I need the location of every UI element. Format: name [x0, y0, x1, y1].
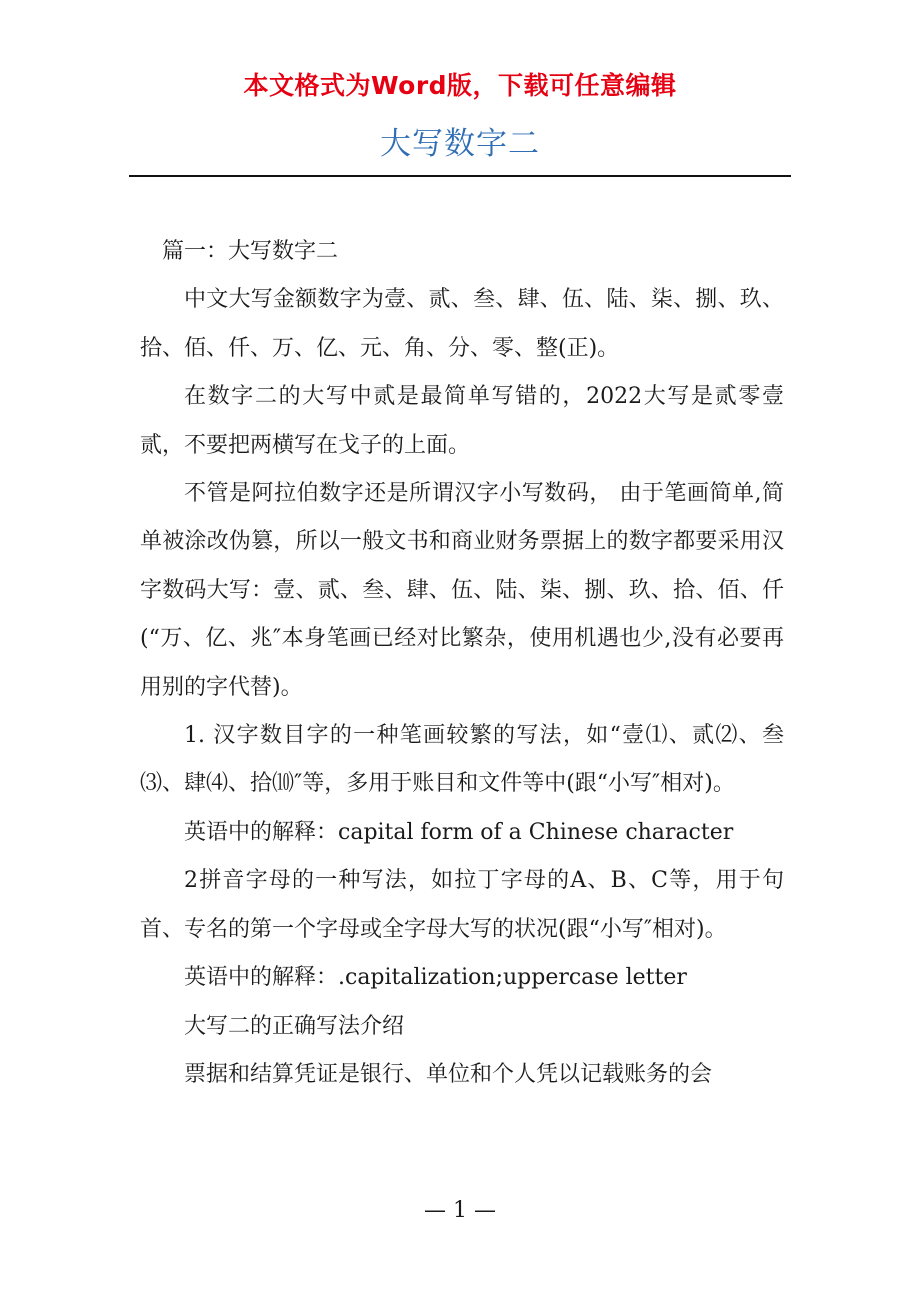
document-body	[140, 228, 784, 1099]
body-paragraph: 英语中的解释：capital form of a Chinese character	[184, 819, 734, 845]
body-paragraph: 1. 汉字数目字的一种笔画较繁的写法，如“壹⑴、贰⑵、叁⑶、肆⑷、拾⑽″等，多用于账目和文件等中(跟“小写″相对)。	[140, 723, 784, 797]
body-paragraph: 英语中的解释：.capitalization;uppercase letter	[184, 965, 687, 991]
body-paragraph: 票据和结算凭证是银行、单位和个人凭以记载账务的会	[184, 1061, 713, 1087]
body-paragraph: 大写二的正确写法介绍	[184, 1013, 405, 1039]
body-paragraph: 2拼音字母的一种写法，如拉丁字母的A、B、C等，用于句首、专名的第一个字母或全字母大写的状况(跟“小写″相对)。	[140, 868, 784, 942]
body-paragraph: 中文大写金额数字为壹、贰、叁、肆、伍、陆、柒、捌、玖、拾、佰、仟、万、亿、元、角、分、零、整(正)。	[140, 287, 784, 361]
page-number: — 1 —	[424, 1198, 496, 1223]
body-paragraph: 在数字二的大写中贰是最简单写错的，2022大写是贰零壹贰，不要把两横写在戈子的上面。	[140, 384, 784, 458]
section-heading: 篇一：大写数字二	[162, 239, 339, 264]
download-notice-banner: 本文格式为Word版，下载可任意编辑	[243, 71, 677, 100]
body-paragraph: 不管是阿拉伯数字还是所谓汉字小写数码， 由于笔画简单,简单被涂改伪篡，所以一般文书和商业财务票据上的数字都要采用汉字数码大写：壹、贰、叁、肆、伍、陆、柒、捌、玖、拾、佰、仟(“万、亿、兆″本身笔画已经对比繁杂，使用机遇也少,没有必要再用别的字代替)。	[140, 481, 784, 700]
title-divider	[129, 175, 791, 177]
document-title: 大写数字二	[380, 126, 540, 162]
